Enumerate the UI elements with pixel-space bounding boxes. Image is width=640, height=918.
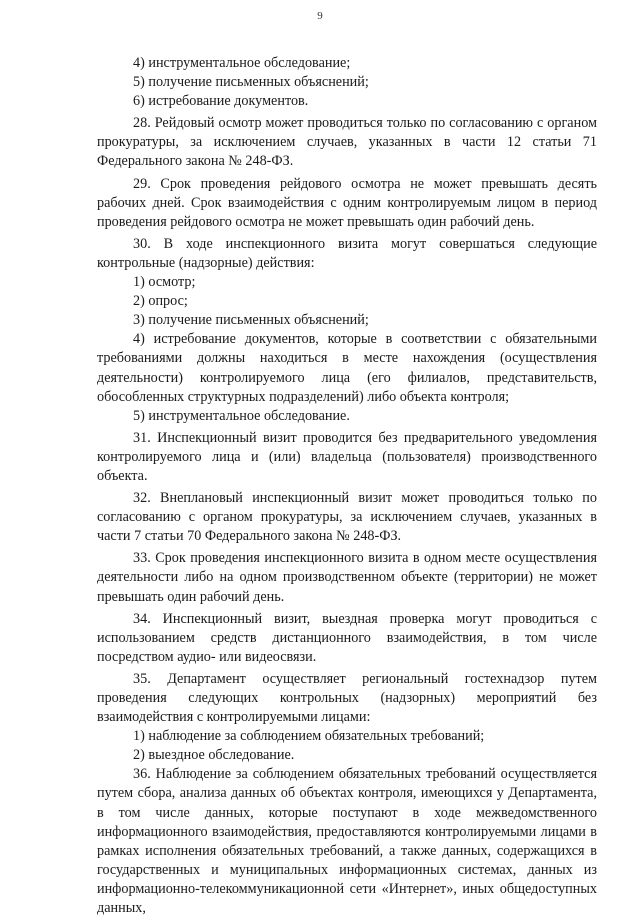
list-item: 1) осмотр;: [133, 274, 196, 291]
paragraph: 29. Срок проведения рейдового осмотра не может превышать десять рабочих дней. Срок взаимодействия с одним контролируемым лицом в период проведения рейдового осмотра не может превышать один рабочий день.: [97, 175, 597, 230]
list-item: 6) истребование документов.: [133, 93, 309, 110]
document-body: [97, 54, 597, 918]
page-number: 9: [317, 10, 323, 22]
list-item: 2) выездное обследование.: [133, 747, 295, 764]
paragraph: 31. Инспекционный визит проводится без предварительного уведомления контролируемого лица и (или) владельца (пользователя) производственного объекта.: [97, 429, 597, 484]
paragraph: 30. В ходе инспекционного визита могут совершаться следующие контрольные (надзорные) действия:: [97, 235, 597, 271]
list-item: 3) получение письменных объяснений;: [133, 312, 369, 329]
paragraph: 32. Внеплановый инспекционный визит может проводиться только по согласованию с органом прокуратуры, за исключением случаев, указанных в части 7 статьи 70 Федерального закона № 248-ФЗ.: [97, 490, 597, 545]
paragraph: 36. Наблюдение за соблюдением обязательных требований осуществляется путем сбора, анализа данных об объектах контроля, имеющихся у Департамента, в том числе данных, которые поступают в ходе межведомственного информационного взаимодействия, предоставляются контролируемыми лицами в рамках исполнения обязательных требований, а также данных, содержащихся в государственных и муниципальных информационных системах, данных из информационно-телекоммуникационной сети «Интернет», иных общедоступных данных,: [97, 766, 597, 917]
list-item: 4) инструментальное обследование;: [133, 55, 351, 71]
list-item: 2) опрос;: [133, 293, 188, 310]
paragraph: 35. Департамент осуществляет региональный гостехнадзор путем проведения следующих контрольных (надзорных) мероприятий без взаимодействия с контролируемыми лицами:: [97, 670, 597, 726]
list-item: 5) получение письменных объяснений;: [133, 74, 369, 91]
list-item: 1) наблюдение за соблюдением обязательных требований;: [133, 728, 485, 745]
paragraph: 34. Инспекционный визит, выездная проверка могут проводиться с использованием средств дистанционного взаимодействия, в том числе посредством аудио- или видеосвязи.: [97, 610, 597, 665]
paragraph: 28. Рейдовый осмотр может проводиться только по согласованию с органом прокуратуры, за исключением случаев, указанных в части 12 статьи 71 Федерального закона № 248-ФЗ.: [97, 115, 597, 170]
list-item: 5) инструментальное обследование.: [133, 407, 350, 424]
list-item: 4) истребование документов, которые в соответствии с обязательными требованиями должны находиться в месте нахождения (осуществления деятельности) контролируемого лица (его филиалов, представительств, обособленных структурных подразделений) либо объекта контроля;: [97, 331, 597, 405]
paragraph: 33. Срок проведения инспекционного визита в одном месте осуществления деятельности либо на одном производственном объекте (территории) не может превышать один рабочий день.: [97, 550, 597, 605]
